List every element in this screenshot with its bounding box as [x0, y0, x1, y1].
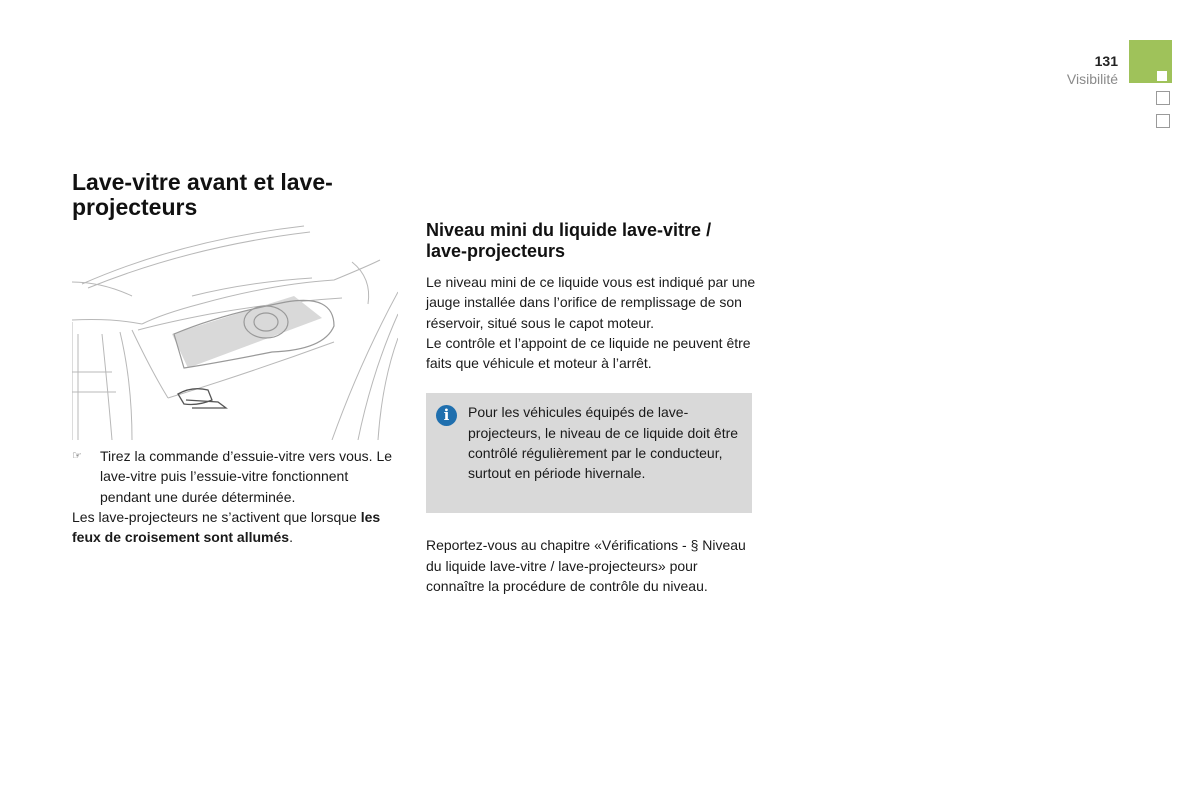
- level-paragraph: Le niveau mini de ce liquide vous est indiqué par une jauge installée dans l’orifice de remplissage de son réservoir, situé sous le capot moteur.: [426, 274, 756, 331]
- section-label: Visibilité: [1066, 71, 1118, 87]
- headlamp-washer-illustration: [72, 222, 398, 440]
- info-text: Pour les véhicules équipés de lave-projecteurs, le niveau de ce liquide doit être contrôlé régulièrement par le conducteur, surtout en période hivernale.: [468, 404, 739, 482]
- page-title: Lave-vitre avant et lave-projecteurs: [72, 169, 333, 220]
- page-number: 131: [1094, 53, 1118, 69]
- page-header: [1067, 52, 1118, 88]
- instruction-item: [72, 446, 402, 507]
- right-column-text: [426, 220, 756, 596]
- chapter-tab-marker: [1157, 71, 1167, 81]
- left-column-text: [72, 446, 402, 547]
- section-heading: Niveau mini du liquide lave-vitre / lave-projecteurs: [426, 220, 712, 261]
- pointing-finger-icon: ☞: [72, 450, 82, 462]
- info-icon: i: [436, 405, 457, 426]
- chapter-tab-empty: [1156, 91, 1170, 105]
- note-prefix: Les lave-projecteurs ne s’activent que lorsque: [72, 508, 361, 525]
- note-bold: les feux de croisement sont allumés: [72, 508, 381, 546]
- info-box: [426, 393, 752, 513]
- activation-note: [72, 507, 402, 548]
- chapter-tab-empty: [1156, 114, 1170, 128]
- check-paragraph: Le contrôle et l’appoint de ce liquide ne peuvent être faits que véhicule et moteur à l’arrêt.: [426, 334, 751, 372]
- note-suffix: .: [289, 529, 293, 546]
- reference-text: Reportez-vous au chapitre «Vérifications - § Niveau du liquide lave-vitre / lave-projecteurs» pour connaître la procédure de contrôle du niveau.: [426, 537, 746, 595]
- instruction-text: Tirez la commande d’essuie-vitre vers vous. Le lave-vitre puis l’essuie-vitre fonctionnent pendant une durée déterminée.: [100, 448, 393, 505]
